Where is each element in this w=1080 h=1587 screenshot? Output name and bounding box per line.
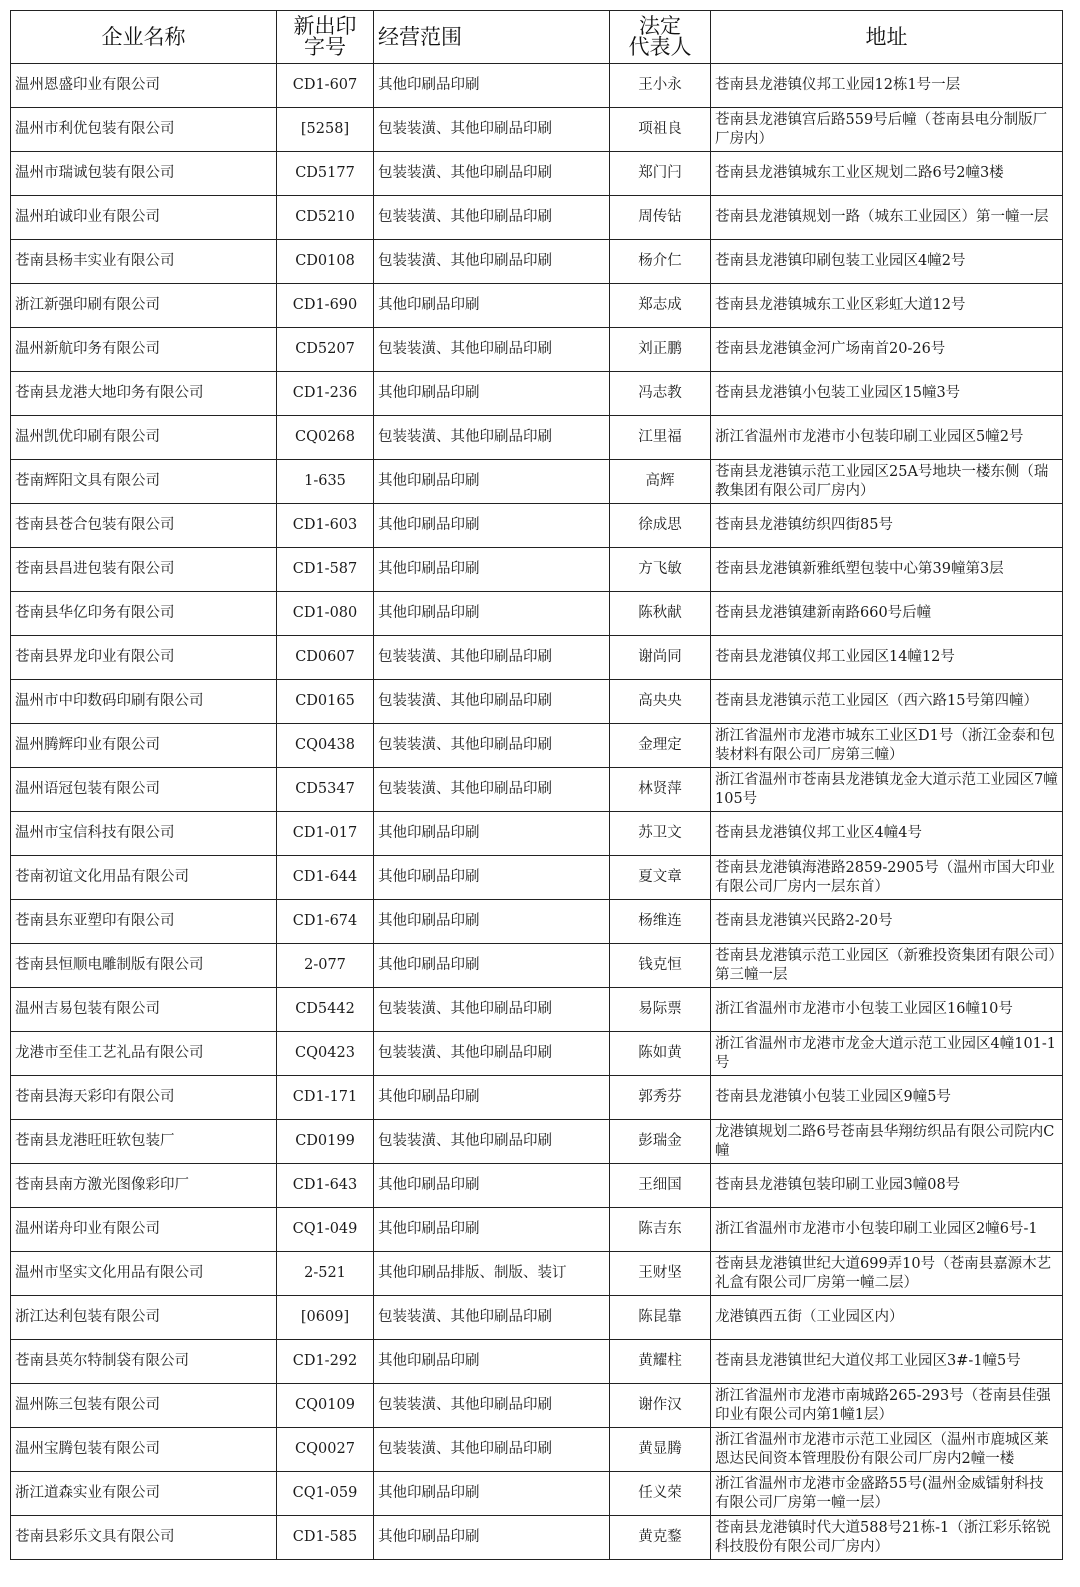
table-row [11, 812, 1063, 856]
table-row [11, 240, 1063, 284]
license-number-cell: CD0165 [277, 680, 374, 724]
table-row [11, 1076, 1063, 1120]
address-cell: 苍南县龙港镇仪邦工业园12栋1号一层 [711, 64, 1063, 108]
table-row [11, 1384, 1063, 1428]
table-row [11, 196, 1063, 240]
address-cell: 苍南县龙港镇兴民路2-20号 [711, 900, 1063, 944]
business-scope-cell: 包装装潢、其他印刷品印刷 [374, 240, 610, 284]
business-scope-cell: 包装装潢、其他印刷品印刷 [374, 196, 610, 240]
legal-representative-cell: 任义荣 [610, 1472, 711, 1516]
company-name-cell: 温州语冠包装有限公司 [11, 768, 277, 812]
table-body [11, 64, 1063, 1560]
license-number-cell: [5258] [277, 108, 374, 152]
address-cell: 苍南县龙港镇小包装工业园区15幢3号 [711, 372, 1063, 416]
legal-representative-cell: 谢尚同 [610, 636, 711, 680]
company-name-cell: 温州市瑞诚包装有限公司 [11, 152, 277, 196]
legal-representative-cell: 高央央 [610, 680, 711, 724]
business-scope-cell: 包装装潢、其他印刷品印刷 [374, 1120, 610, 1164]
table-row [11, 900, 1063, 944]
company-name-cell: 苍南县东亚塑印有限公司 [11, 900, 277, 944]
address-cell: 苍南县龙港镇时代大道588号21栋-1（浙江彩乐铭锐科技股份有限公司厂房内） [711, 1516, 1063, 1560]
address-cell: 浙江省温州市龙港市小包装印刷工业园区2幢6号-1 [711, 1208, 1063, 1252]
table-row [11, 416, 1063, 460]
header-legal-representative-line2: 代表人 [628, 35, 692, 59]
address-cell: 苍南县龙港镇示范工业园区（西六路15号第四幢） [711, 680, 1063, 724]
license-number-cell: CQ0268 [277, 416, 374, 460]
legal-representative-cell: 黄克鍪 [610, 1516, 711, 1560]
business-scope-cell: 包装装潢、其他印刷品印刷 [374, 152, 610, 196]
legal-representative-cell: 陈吉东 [610, 1208, 711, 1252]
license-number-cell: CD1-603 [277, 504, 374, 548]
company-name-cell: 温州珀诚印业有限公司 [11, 196, 277, 240]
legal-representative-cell: 黄显腾 [610, 1428, 711, 1472]
business-scope-cell: 包装装潢、其他印刷品印刷 [374, 1296, 610, 1340]
table-row [11, 284, 1063, 328]
table-row [11, 1340, 1063, 1384]
business-scope-cell: 包装装潢、其他印刷品印刷 [374, 1032, 610, 1076]
business-scope-cell: 包装装潢、其他印刷品印刷 [374, 1384, 610, 1428]
address-cell: 浙江省温州市龙港市小包装工业园区16幢10号 [711, 988, 1063, 1032]
business-scope-cell: 包装装潢、其他印刷品印刷 [374, 1428, 610, 1472]
address-cell: 苍南县龙港镇城东工业区彩虹大道12号 [711, 284, 1063, 328]
company-name-cell: 苍南县彩乐文具有限公司 [11, 1516, 277, 1560]
business-scope-cell: 其他印刷品印刷 [374, 1516, 610, 1560]
header-legal-representative [610, 11, 711, 64]
license-number-cell: CD5207 [277, 328, 374, 372]
license-number-cell: CD0199 [277, 1120, 374, 1164]
business-scope-cell: 其他印刷品印刷 [374, 944, 610, 988]
table-row [11, 1120, 1063, 1164]
company-name-cell: 苍南县龙港旺旺软包装厂 [11, 1120, 277, 1164]
business-scope-cell: 其他印刷品印刷 [374, 372, 610, 416]
company-name-cell: 苍南县英尔特制袋有限公司 [11, 1340, 277, 1384]
table-row [11, 372, 1063, 416]
license-number-cell: CQ0027 [277, 1428, 374, 1472]
license-number-cell: CQ0423 [277, 1032, 374, 1076]
address-cell: 苍南县龙港镇小包装工业园区9幢5号 [711, 1076, 1063, 1120]
license-number-cell: [0609] [277, 1296, 374, 1340]
table-row [11, 548, 1063, 592]
license-number-cell: CD1-171 [277, 1076, 374, 1120]
legal-representative-cell: 郭秀芬 [610, 1076, 711, 1120]
table-row [11, 856, 1063, 900]
company-name-cell: 温州新航印务有限公司 [11, 328, 277, 372]
license-number-cell: CQ1-049 [277, 1208, 374, 1252]
license-number-cell: CD1-585 [277, 1516, 374, 1560]
table-row [11, 944, 1063, 988]
business-scope-cell: 其他印刷品印刷 [374, 284, 610, 328]
legal-representative-cell: 王财坚 [610, 1252, 711, 1296]
company-name-cell: 苍南县龙港大地印务有限公司 [11, 372, 277, 416]
license-number-cell: CD1-690 [277, 284, 374, 328]
company-name-cell: 苍南县界龙印业有限公司 [11, 636, 277, 680]
company-name-cell: 苍南县华亿印务有限公司 [11, 592, 277, 636]
address-cell: 苍南县龙港镇包装印刷工业园3幢08号 [711, 1164, 1063, 1208]
company-name-cell: 苍南初谊文化用品有限公司 [11, 856, 277, 900]
business-scope-cell: 包装装潢、其他印刷品印刷 [374, 680, 610, 724]
business-scope-cell: 其他印刷品印刷 [374, 1208, 610, 1252]
company-name-cell: 苍南县南方激光图像彩印厂 [11, 1164, 277, 1208]
enterprise-table-sheet [10, 10, 1057, 1560]
business-scope-cell: 包装装潢、其他印刷品印刷 [374, 416, 610, 460]
header-legal-representative-line1: 法定 [639, 14, 681, 38]
legal-representative-cell: 谢作汉 [610, 1384, 711, 1428]
address-cell: 浙江省温州市龙港市南城路265-293号（苍南县佳强印业有限公司内第1幢1层） [711, 1384, 1063, 1428]
address-cell: 苍南县龙港镇新雅纸塑包装中心第39幢第3层 [711, 548, 1063, 592]
license-number-cell: CD1-607 [277, 64, 374, 108]
header-company-name: 企业名称 [11, 11, 277, 64]
table-row [11, 1516, 1063, 1560]
legal-representative-cell: 王细国 [610, 1164, 711, 1208]
license-number-cell: CD0108 [277, 240, 374, 284]
business-scope-cell: 其他印刷品印刷 [374, 64, 610, 108]
license-number-cell: CD1-643 [277, 1164, 374, 1208]
address-cell: 浙江省温州市龙港市示范工业园区（温州市鹿城区莱恩达民间资本管理股份有限公司厂房内2幢一楼 [711, 1428, 1063, 1472]
company-name-cell: 温州诺舟印业有限公司 [11, 1208, 277, 1252]
legal-representative-cell: 金理定 [610, 724, 711, 768]
business-scope-cell: 包装装潢、其他印刷品印刷 [374, 328, 610, 372]
legal-representative-cell: 项祖良 [610, 108, 711, 152]
address-cell: 苍南县龙港镇金河广场南首20-26号 [711, 328, 1063, 372]
company-name-cell: 温州陈三包装有限公司 [11, 1384, 277, 1428]
company-name-cell: 温州凯优印刷有限公司 [11, 416, 277, 460]
address-cell: 浙江省温州市苍南县龙港镇龙金大道示范工业园区7幢105号 [711, 768, 1063, 812]
header-license-number-line1: 新出印 [293, 14, 357, 38]
business-scope-cell: 其他印刷品印刷 [374, 1340, 610, 1384]
address-cell: 苍南县龙港镇仪邦工业园区14幢12号 [711, 636, 1063, 680]
table-row [11, 768, 1063, 812]
company-name-cell: 浙江达利包装有限公司 [11, 1296, 277, 1340]
legal-representative-cell: 林贤萍 [610, 768, 711, 812]
business-scope-cell: 其他印刷品印刷 [374, 812, 610, 856]
legal-representative-cell: 彭瑞金 [610, 1120, 711, 1164]
table-row [11, 64, 1063, 108]
company-name-cell: 苍南县苍合包装有限公司 [11, 504, 277, 548]
company-name-cell: 温州腾辉印业有限公司 [11, 724, 277, 768]
table-row [11, 1428, 1063, 1472]
company-name-cell: 温州市宝信科技有限公司 [11, 812, 277, 856]
table-row [11, 988, 1063, 1032]
legal-representative-cell: 钱克恒 [610, 944, 711, 988]
table-row [11, 724, 1063, 768]
business-scope-cell: 其他印刷品印刷 [374, 592, 610, 636]
company-name-cell: 温州市坚实文化用品有限公司 [11, 1252, 277, 1296]
license-number-cell: 1-635 [277, 460, 374, 504]
business-scope-cell: 包装装潢、其他印刷品印刷 [374, 768, 610, 812]
license-number-cell: CQ0438 [277, 724, 374, 768]
header-license-number-line2: 字号 [304, 35, 346, 59]
table-row [11, 680, 1063, 724]
table-header-row [11, 11, 1063, 64]
company-name-cell: 温州市利优包装有限公司 [11, 108, 277, 152]
table-row [11, 460, 1063, 504]
business-scope-cell: 包装装潢、其他印刷品印刷 [374, 636, 610, 680]
address-cell: 浙江省温州市龙港市小包装印刷工业园区5幢2号 [711, 416, 1063, 460]
legal-representative-cell: 江里福 [610, 416, 711, 460]
legal-representative-cell: 刘正鹏 [610, 328, 711, 372]
legal-representative-cell: 郑门闩 [610, 152, 711, 196]
legal-representative-cell: 王小永 [610, 64, 711, 108]
legal-representative-cell: 方飞敏 [610, 548, 711, 592]
business-scope-cell: 其他印刷品印刷 [374, 460, 610, 504]
company-name-cell: 温州市中印数码印刷有限公司 [11, 680, 277, 724]
table-row [11, 1472, 1063, 1516]
license-number-cell: CD5347 [277, 768, 374, 812]
company-name-cell: 苍南县昌进包装有限公司 [11, 548, 277, 592]
address-cell: 苍南县龙港镇宫后路559号后幢（苍南县电分制版厂厂房内） [711, 108, 1063, 152]
legal-representative-cell: 陈如黄 [610, 1032, 711, 1076]
address-cell: 苍南县龙港镇印刷包装工业园区4幢2号 [711, 240, 1063, 284]
address-cell: 苍南县龙港镇纺织四街85号 [711, 504, 1063, 548]
address-cell: 苍南县龙港镇示范工业园区（新雅投资集团有限公司）第三幢一层 [711, 944, 1063, 988]
business-scope-cell: 其他印刷品印刷 [374, 856, 610, 900]
business-scope-cell: 其他印刷品印刷 [374, 548, 610, 592]
company-name-cell: 苍南县杨丰实业有限公司 [11, 240, 277, 284]
business-scope-cell: 其他印刷品印刷 [374, 1164, 610, 1208]
license-number-cell: CD5177 [277, 152, 374, 196]
legal-representative-cell: 杨维连 [610, 900, 711, 944]
address-cell: 苍南县龙港镇世纪大道仪邦工业园区3#-1幢5号 [711, 1340, 1063, 1384]
address-cell: 浙江省温州市龙港市金盛路55号(温州金威镭射科技有限公司厂房第一幢一层） [711, 1472, 1063, 1516]
legal-representative-cell: 黄耀柱 [610, 1340, 711, 1384]
legal-representative-cell: 苏卫文 [610, 812, 711, 856]
table-row [11, 1252, 1063, 1296]
table-row [11, 1208, 1063, 1252]
license-number-cell: CD1-674 [277, 900, 374, 944]
legal-representative-cell: 高辉 [610, 460, 711, 504]
business-scope-cell: 其他印刷品印刷 [374, 900, 610, 944]
license-number-cell: CD1-292 [277, 1340, 374, 1384]
address-cell: 苍南县龙港镇城东工业区规划二路6号2幢3楼 [711, 152, 1063, 196]
address-cell: 浙江省温州市龙港市龙金大道示范工业园区4幢101-1号 [711, 1032, 1063, 1076]
legal-representative-cell: 易际票 [610, 988, 711, 1032]
license-number-cell: CQ0109 [277, 1384, 374, 1428]
company-name-cell: 苍南辉阳文具有限公司 [11, 460, 277, 504]
business-scope-cell: 其他印刷品印刷 [374, 1472, 610, 1516]
header-business-scope: 经营范围 [374, 11, 610, 64]
license-number-cell: 2-077 [277, 944, 374, 988]
business-scope-cell: 包装装潢、其他印刷品印刷 [374, 108, 610, 152]
table-row [11, 328, 1063, 372]
company-name-cell: 浙江新强印刷有限公司 [11, 284, 277, 328]
business-scope-cell: 其他印刷品印刷 [374, 504, 610, 548]
license-number-cell: CD1-587 [277, 548, 374, 592]
company-name-cell: 苍南县恒顺电雕制版有限公司 [11, 944, 277, 988]
legal-representative-cell: 徐成思 [610, 504, 711, 548]
table-row [11, 1164, 1063, 1208]
license-number-cell: CD1-017 [277, 812, 374, 856]
company-name-cell: 温州宝腾包装有限公司 [11, 1428, 277, 1472]
table-row [11, 108, 1063, 152]
legal-representative-cell: 夏文章 [610, 856, 711, 900]
table-row [11, 1032, 1063, 1076]
address-cell: 苍南县龙港镇世纪大道699弄10号（苍南县嘉源木艺礼盒有限公司厂房第一幢二层） [711, 1252, 1063, 1296]
table-row [11, 592, 1063, 636]
license-number-cell: CD0607 [277, 636, 374, 680]
address-cell: 苍南县龙港镇海港路2859-2905号（温州市国大印业有限公司厂房内一层东首） [711, 856, 1063, 900]
legal-representative-cell: 陈昆靠 [610, 1296, 711, 1340]
address-cell: 苍南县龙港镇示范工业园区25A号地块一楼东侧（瑞教集团有限公司厂房内） [711, 460, 1063, 504]
address-cell: 龙港镇西五街（工业园区内） [711, 1296, 1063, 1340]
company-name-cell: 温州吉易包装有限公司 [11, 988, 277, 1032]
business-scope-cell: 其他印刷品印刷 [374, 1076, 610, 1120]
address-cell: 苍南县龙港镇规划一路（城东工业园区）第一幢一层 [711, 196, 1063, 240]
company-name-cell: 苍南县海天彩印有限公司 [11, 1076, 277, 1120]
address-cell: 浙江省温州市龙港市城东工业区D1号（浙江金泰和包装材料有限公司厂房第三幢） [711, 724, 1063, 768]
legal-representative-cell: 郑志成 [610, 284, 711, 328]
address-cell: 龙港镇规划二路6号苍南县华翔纺织品有限公司院内C幢 [711, 1120, 1063, 1164]
table-row [11, 504, 1063, 548]
company-name-cell: 龙港市至佳工艺礼品有限公司 [11, 1032, 277, 1076]
business-scope-cell: 其他印刷品排版、制版、装订 [374, 1252, 610, 1296]
license-number-cell: CD1-644 [277, 856, 374, 900]
company-name-cell: 浙江道森实业有限公司 [11, 1472, 277, 1516]
table-row [11, 1296, 1063, 1340]
license-number-cell: CQ1-059 [277, 1472, 374, 1516]
table-row [11, 636, 1063, 680]
address-cell: 苍南县龙港镇仪邦工业区4幢4号 [711, 812, 1063, 856]
license-number-cell: CD1-080 [277, 592, 374, 636]
license-number-cell: CD5442 [277, 988, 374, 1032]
business-scope-cell: 包装装潢、其他印刷品印刷 [374, 988, 610, 1032]
header-license-number [277, 11, 374, 64]
legal-representative-cell: 冯志教 [610, 372, 711, 416]
table-row [11, 152, 1063, 196]
legal-representative-cell: 周传钻 [610, 196, 711, 240]
license-number-cell: CD5210 [277, 196, 374, 240]
company-name-cell: 温州恩盛印业有限公司 [11, 64, 277, 108]
license-number-cell: CD1-236 [277, 372, 374, 416]
business-scope-cell: 包装装潢、其他印刷品印刷 [374, 724, 610, 768]
header-address: 地址 [711, 11, 1063, 64]
license-number-cell: 2-521 [277, 1252, 374, 1296]
legal-representative-cell: 陈秋献 [610, 592, 711, 636]
legal-representative-cell: 杨介仁 [610, 240, 711, 284]
address-cell: 苍南县龙港镇建新南路660号后幢 [711, 592, 1063, 636]
enterprise-table [10, 10, 1063, 1560]
